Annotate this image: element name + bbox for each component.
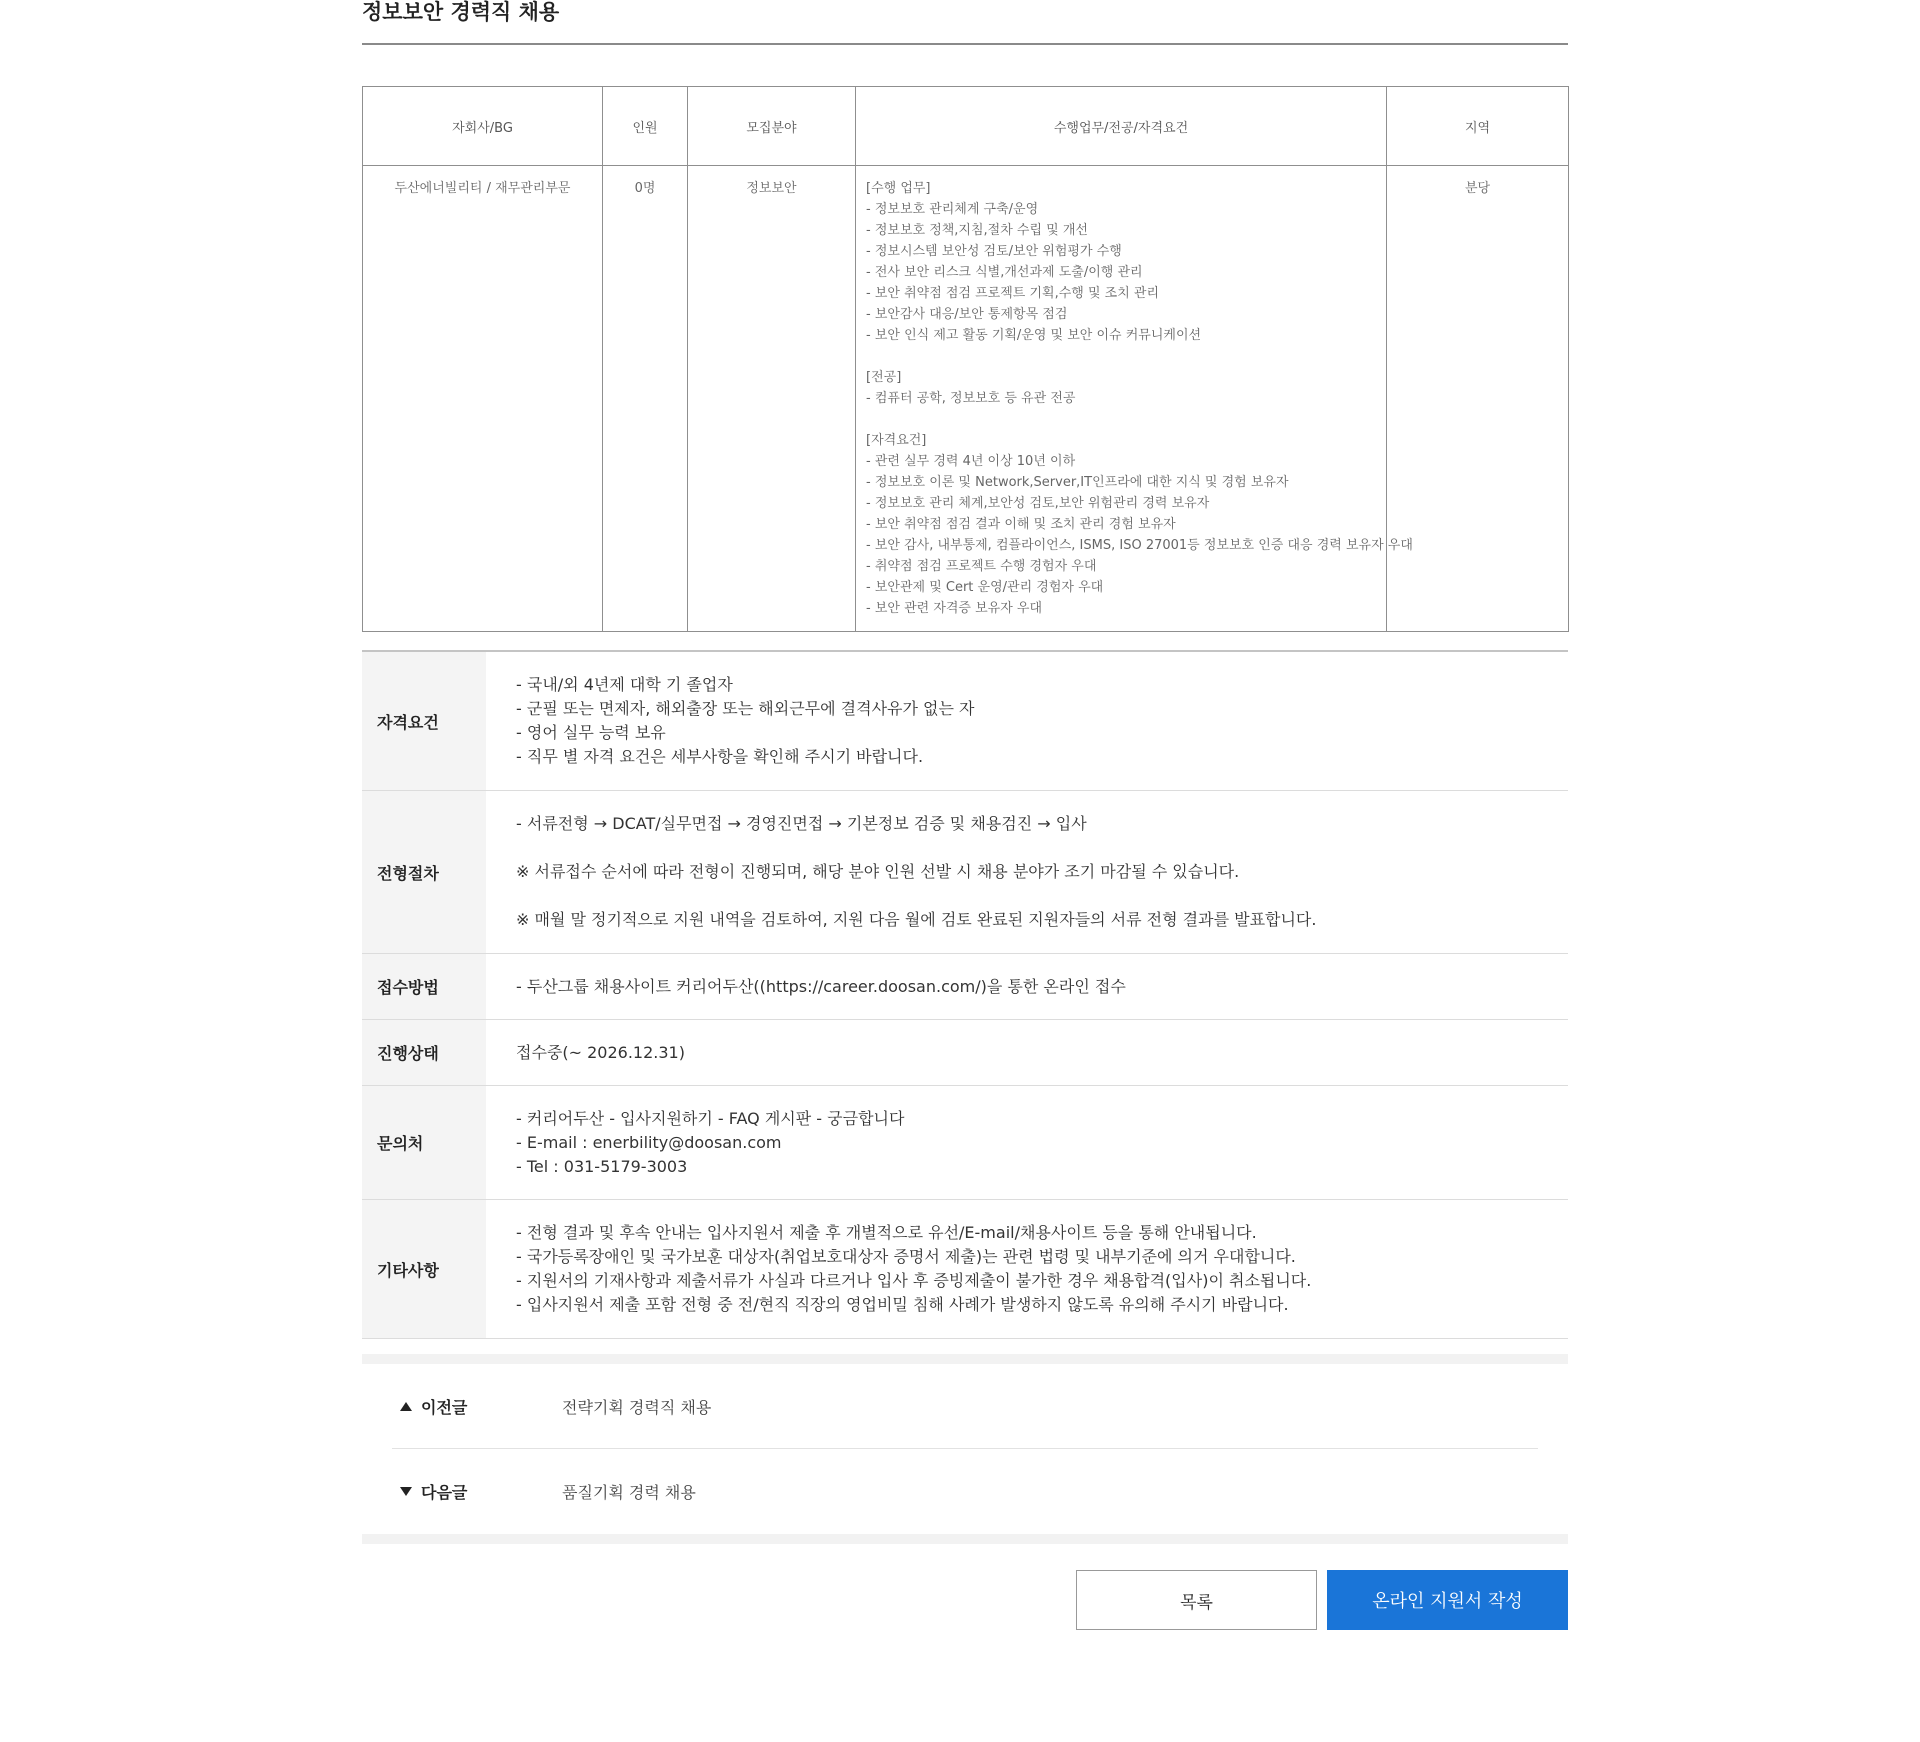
duty-line: - 정보보호 관리 체계,보안성 검토,보안 위험관리 경력 보유자 xyxy=(866,496,1210,511)
header-duties: 수행업무/전공/자격요건 xyxy=(856,87,1387,166)
duty-line: - 보안관제 및 Cert 운영/관리 경험자 우대 xyxy=(866,580,1104,595)
info-row-process xyxy=(362,791,1568,954)
info-line: - 입사지원서 제출 포함 전형 중 전/현직 직장의 영업비밀 침해 사례가 발생하지 않도록 유의해 주시기 바랍니다. xyxy=(516,1295,1289,1314)
duty-line: - 보안 취약점 점검 프로젝트 기획,수행 및 조치 관리 xyxy=(866,286,1160,301)
info-value xyxy=(486,1020,1568,1085)
info-line: ※ 서류접수 순서에 따라 전형이 진행되며, 해당 분야 인원 선발 시 채용 분야가 조기 마감될 수 있습니다. xyxy=(516,862,1240,881)
info-line xyxy=(516,836,1568,860)
cell-headcount: 0명 xyxy=(603,166,688,632)
info-line: - Tel : 031-5179-3003 xyxy=(516,1156,688,1176)
info-label: 진행상태 xyxy=(362,1020,486,1085)
info-row-qualification xyxy=(362,652,1568,791)
info-line: - 군필 또는 면제자, 해외출장 또는 해외근무에 결격사유가 없는 자 xyxy=(516,699,975,718)
info-line: - 전형 결과 및 후속 안내는 입사지원서 제출 후 개별적으로 유선/E-mail/채용사이트 등을 통해 안내됩니다. xyxy=(516,1223,1257,1242)
duty-line: - 정보보호 이론 및 Network,Server,IT인프라에 대한 지식 및 경험 보유자 xyxy=(866,475,1289,490)
duty-line xyxy=(866,346,1386,367)
triangle-down-icon xyxy=(400,1487,412,1496)
info-line: ※ 매월 말 정기적으로 지원 내역을 검토하여, 지원 다음 월에 검토 완료된 지원자들의 서류 전형 결과를 발표합니다. xyxy=(516,910,1317,929)
duty-line: [수행 업무] xyxy=(866,181,931,196)
info-row-method xyxy=(362,954,1568,1020)
list-button[interactable]: 목록 xyxy=(1076,1570,1317,1630)
duty-line: - 보안감사 대응/보안 통제항목 점검 xyxy=(866,307,1068,322)
page-title: 정보보안 경력직 채용 xyxy=(362,0,1568,45)
info-line: - 커리어두산 - 입사지원하기 - FAQ 게시판 - 궁금합니다 xyxy=(516,1108,905,1128)
duty-line: - 보안 취약점 점검 결과 이해 및 조치 관리 경험 보유자 xyxy=(866,517,1176,532)
next-post-label: 다음글 xyxy=(421,1482,468,1502)
info-label: 문의처 xyxy=(362,1086,486,1199)
info-row-etc xyxy=(362,1200,1568,1339)
info-label: 접수방법 xyxy=(362,954,486,1019)
info-line: - 국가등록장애인 및 국가보훈 대상자(취업보호대상자 증명서 제출)는 관련 법령 및 내부기준에 의거 우대합니다. xyxy=(516,1247,1296,1266)
cell-region: 분당 xyxy=(1387,166,1569,632)
table-row xyxy=(363,166,1569,632)
duty-line: - 보안 인식 제고 활동 기획/운영 및 보안 이슈 커뮤니케이션 xyxy=(866,328,1202,343)
triangle-up-icon xyxy=(400,1402,412,1411)
next-post-label-group xyxy=(392,1480,562,1503)
job-table-header-row xyxy=(363,87,1569,166)
duty-line: [전공] xyxy=(866,370,902,385)
info-line xyxy=(516,884,1568,908)
duty-line xyxy=(866,409,1386,430)
job-table xyxy=(362,86,1569,632)
duty-line: - 컴퓨터 공학, 정보보호 등 유관 전공 xyxy=(866,391,1076,406)
header-region: 지역 xyxy=(1387,87,1569,166)
header-field: 모집분야 xyxy=(688,87,856,166)
info-value xyxy=(486,1200,1568,1338)
info-value xyxy=(486,791,1568,953)
info-line: - 지원서의 기재사항과 제출서류가 사실과 다르거나 입사 후 증빙제출이 불가한 경우 채용합격(입사)이 취소됩니다. xyxy=(516,1271,1312,1290)
prev-next-nav xyxy=(362,1354,1568,1544)
duty-line: - 보안 관련 자격증 보유자 우대 xyxy=(866,601,1043,616)
next-post-title[interactable]: 품질기획 경력 채용 xyxy=(562,1482,696,1502)
duty-line: [자격요건] xyxy=(866,433,927,448)
info-label: 전형절차 xyxy=(362,791,486,953)
duty-line: - 취약점 점검 프로젝트 수행 경험자 우대 xyxy=(866,559,1097,574)
duty-line: - 관련 실무 경력 4년 이상 10년 이하 xyxy=(866,454,1076,469)
header-company: 자회사/BG xyxy=(363,87,603,166)
prev-post-label-group xyxy=(392,1395,562,1418)
info-label: 자격요건 xyxy=(362,652,486,790)
info-line: 접수중(~ 2026.12.31) xyxy=(516,1042,685,1062)
duty-line: - 정보시스템 보안성 검토/보안 위험평가 수행 xyxy=(866,244,1122,259)
header-headcount: 인원 xyxy=(603,87,688,166)
info-line: - E-mail : enerbility@doosan.com xyxy=(516,1132,782,1152)
info-table xyxy=(362,650,1568,1339)
info-line: - 국내/외 4년제 대학 기 졸업자 xyxy=(516,675,733,694)
cell-company: 두산에너빌리티 / 재무관리부문 xyxy=(363,166,603,632)
next-post-link[interactable] xyxy=(392,1449,1538,1533)
info-label: 기타사항 xyxy=(362,1200,486,1338)
prev-post-label: 이전글 xyxy=(421,1397,468,1417)
apply-online-button[interactable]: 온라인 지원서 작성 xyxy=(1327,1570,1568,1630)
info-value xyxy=(486,1086,1568,1199)
cell-field: 정보보안 xyxy=(688,166,856,632)
info-row-status xyxy=(362,1020,1568,1086)
duty-line: - 전사 보안 리스크 식별,개선과제 도출/이행 관리 xyxy=(866,265,1143,280)
info-row-contact xyxy=(362,1086,1568,1200)
info-line: - 두산그룹 채용사이트 커리어두산((https://career.doosan.com/)을 통한 온라인 접수 xyxy=(516,976,1126,996)
info-line: - 서류전형 → DCAT/실무면접 → 경영진면접 → 기본정보 검증 및 채용검진 → 입사 xyxy=(516,814,1087,833)
info-line: - 직무 별 자격 요건은 세부사항을 확인해 주시기 바랍니다. xyxy=(516,747,924,766)
prev-post-title[interactable]: 전략기획 경력직 채용 xyxy=(562,1397,712,1417)
prev-post-link[interactable] xyxy=(392,1364,1538,1449)
info-value xyxy=(486,652,1568,790)
cell-duties xyxy=(856,166,1413,632)
duty-line: - 보안 감사, 내부통제, 컴플라이언스, ISMS, ISO 27001등 정보보호 인증 대응 경력 보유자 우대 xyxy=(866,538,1413,553)
duty-line: - 정보보호 관리체계 구축/운영 xyxy=(866,202,1039,217)
info-value xyxy=(486,954,1568,1019)
info-line: - 영어 실무 능력 보유 xyxy=(516,723,666,742)
duty-line: - 정보보호 정책,지침,절차 수립 및 개선 xyxy=(866,223,1088,238)
duties-list xyxy=(866,178,1413,619)
